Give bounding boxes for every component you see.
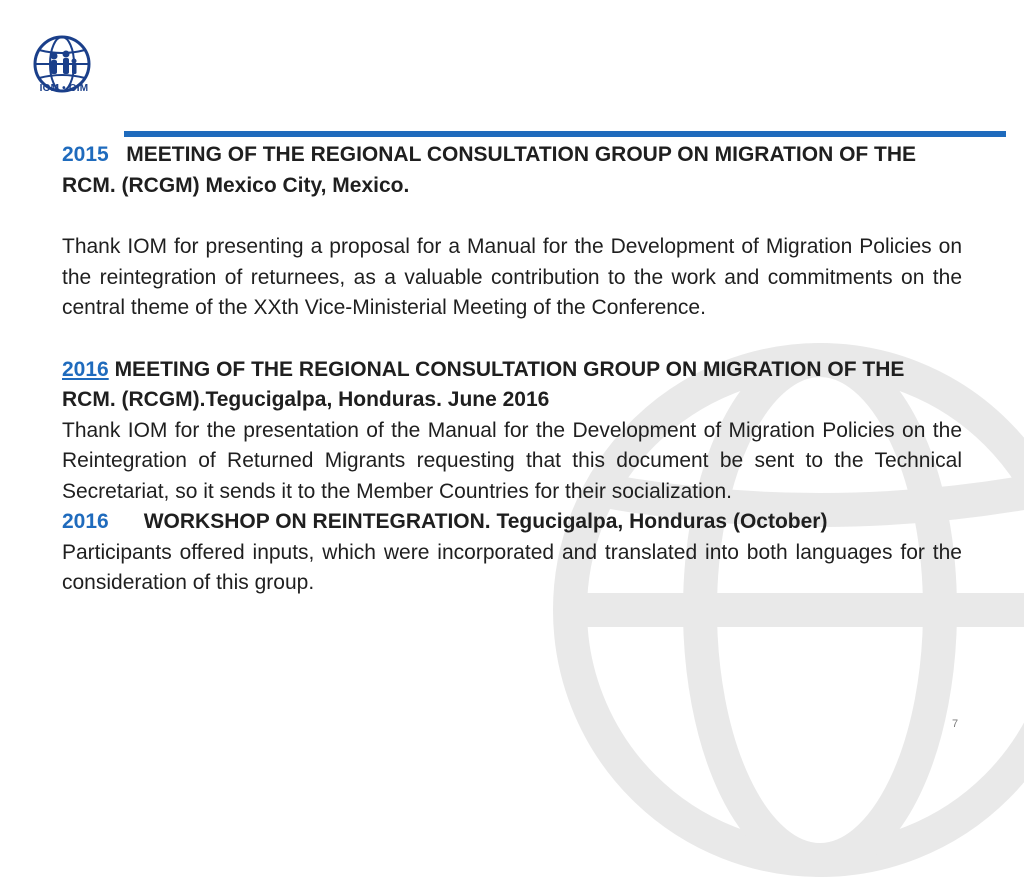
meeting-location: RCM. (RCGM) Mexico City, Mexico. [62, 173, 410, 197]
logo-caption: IOM • OIM [39, 83, 89, 94]
section-2016-body: Thank IOM for the presentation of the Manual for the Development of Migration Policies on the Reintegration of Returned Migrants requesting that this document be sent to the Technical Secretariat, so it sends it to the Member Countries for their socialization. [62, 418, 962, 503]
meeting-title: MEETING OF THE REGIONAL CONSULTATION GROUP ON MIGRATION OF THE [126, 143, 917, 166]
header-divider [124, 131, 1006, 137]
page-number: 7 [952, 718, 959, 730]
section-workshop-heading [62, 507, 962, 538]
workshop-title: WORKSHOP ON REINTEGRATION. Tegucigalpa, Honduras (October) [143, 510, 828, 533]
meeting-title: MEETING OF THE REGIONAL CONSULTATION GROUP ON MIGRATION OF THE [114, 357, 905, 381]
year-label: 2016 [62, 510, 109, 533]
year-label: 2015 [62, 143, 109, 166]
slide-content [62, 140, 962, 599]
section-2016-heading [62, 355, 962, 416]
section-2015-heading [62, 140, 962, 201]
year-label: 2016 [62, 357, 109, 381]
meeting-location: RCM. (RCGM).Tegucigalpa, Honduras. June 2016 [62, 388, 550, 411]
section-2015-body: Thank IOM for presenting a proposal for a Manual for the Development of Migration Policies on the reintegration of returnees, as a valuable contribution to the work and commitments on the central theme of the XXth Vice-Ministerial Meeting of the Conference. [62, 235, 962, 319]
section-workshop-body: Participants offered inputs, which were incorporated and translated into both languages for the consideration of this group. [62, 540, 962, 594]
